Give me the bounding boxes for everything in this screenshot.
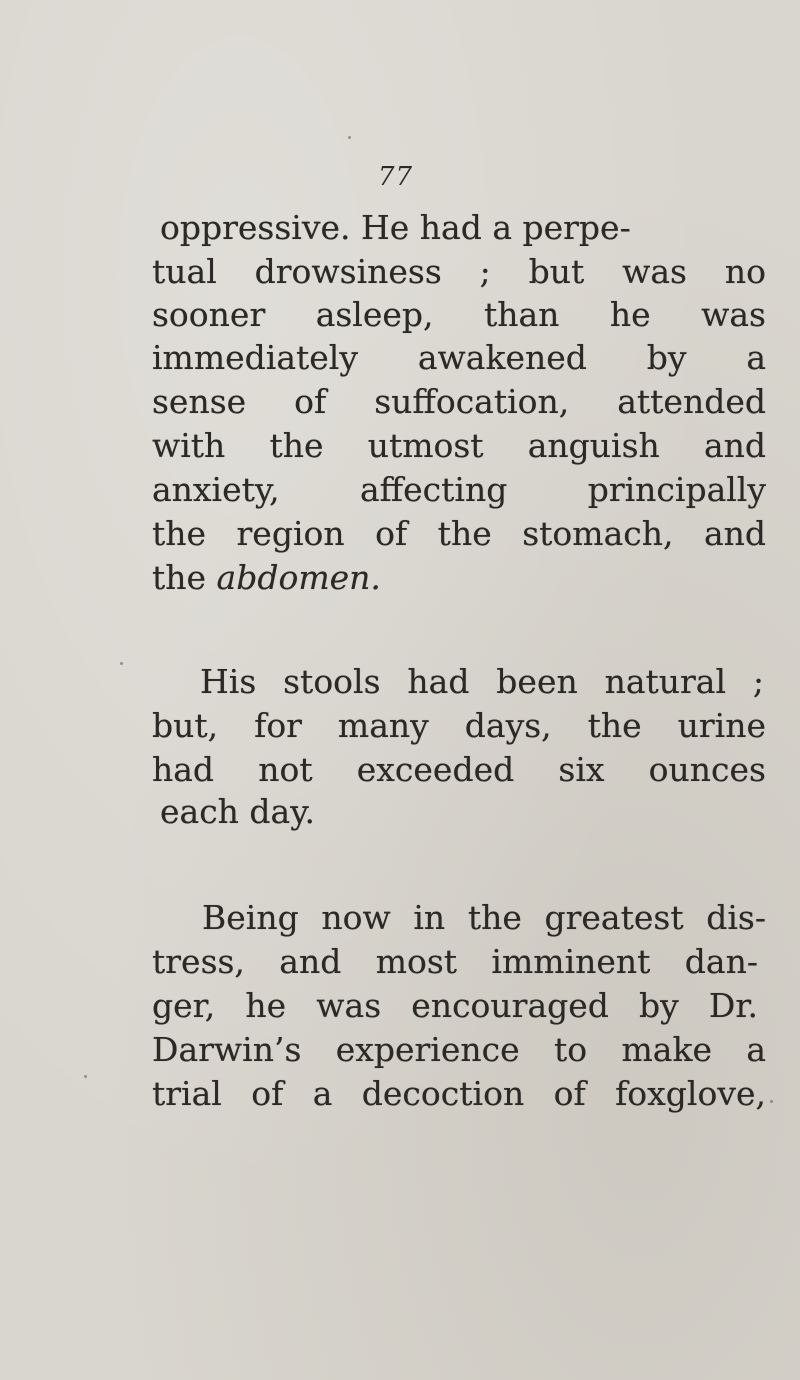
text-line: but, for many days, the urine [152, 706, 766, 745]
text-line: Darwin’s experience to make a [152, 1030, 766, 1069]
text-line: anxiety, affecting principally [152, 470, 766, 509]
paper-speck [348, 136, 351, 139]
text-line: sense of suffocation, attended [152, 382, 766, 421]
text-line: tress, and most imminent dan- [152, 942, 758, 981]
paper-speck [84, 1075, 87, 1078]
text-line: tual drowsiness ; but was no [152, 252, 766, 291]
text-line: trial of a decoction of foxglove, [152, 1074, 766, 1113]
page-number: 77 [378, 162, 414, 192]
text-line: His stools had been natural ; [200, 662, 764, 701]
text-line: each day. [160, 792, 315, 831]
text-fragment: the [152, 558, 217, 597]
text-line: the region of the stomach, and [152, 514, 766, 553]
text-line: with the utmost anguish and [152, 426, 766, 465]
italic-word: abdomen. [216, 558, 381, 597]
paper-speck [770, 1100, 773, 1103]
paper-speck [120, 662, 123, 665]
text-line: oppressive. He had a perpe- [160, 208, 631, 247]
text-line: ger, he was encouraged by Dr. [152, 986, 758, 1025]
text-line: Being now in the greatest dis- [202, 898, 766, 937]
text-line: sooner asleep, than he was [152, 295, 766, 334]
text-line-last [152, 558, 381, 598]
text-line: had not exceeded six ounces [152, 750, 766, 789]
text-line: immediately awakened by a [152, 338, 766, 377]
